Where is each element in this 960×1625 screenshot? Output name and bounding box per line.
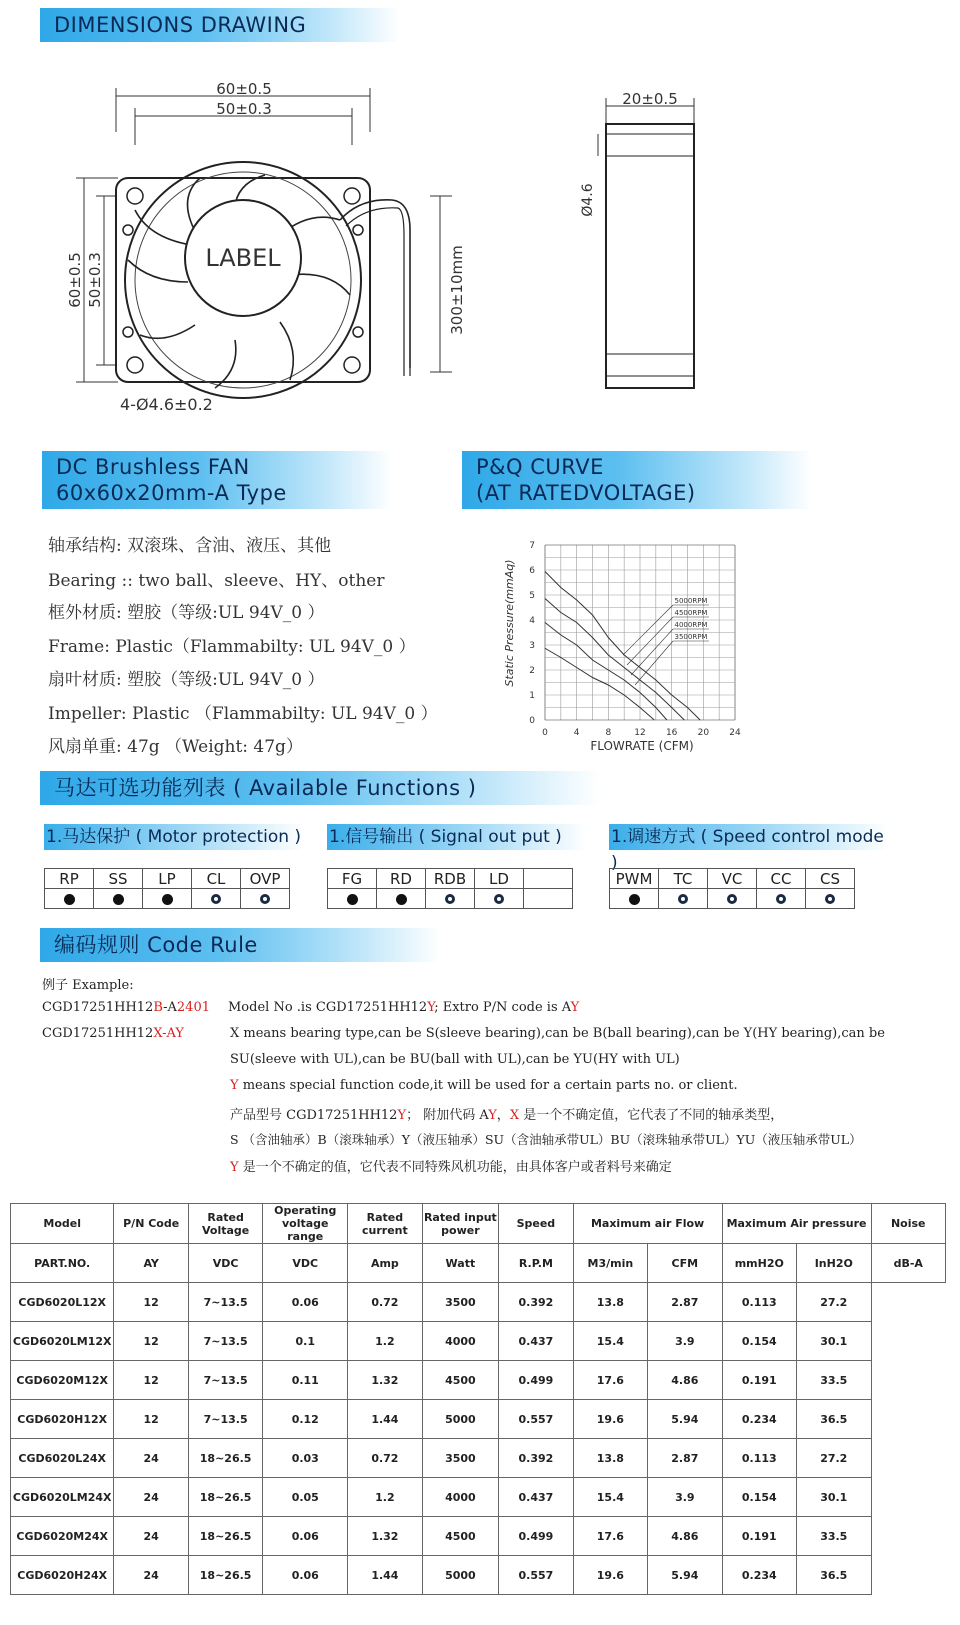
table-cell: 0.113 (722, 1283, 796, 1322)
filled-dot-icon (347, 894, 358, 905)
y-tick-label: 0 (529, 716, 535, 726)
table-cell: 4000 (422, 1322, 499, 1361)
th-rated-voltage: Rated Voltage (188, 1204, 262, 1244)
spec-line: 轴承结构: 双滚珠、含油、液压、其他 (48, 536, 332, 556)
part-number-cell: CGD6020LM12X (11, 1322, 114, 1361)
fan-side (606, 124, 694, 388)
fn-code: CS (806, 869, 855, 889)
dim-depth: 20±0.5 (622, 90, 678, 108)
table-cell: 33.5 (797, 1517, 871, 1556)
spec-line: Impeller: Plastic （Flammabilty: UL 94V_0 ） (48, 704, 438, 724)
ring-dot-icon (825, 894, 835, 904)
unit-cell: CFM (648, 1244, 722, 1283)
table-cell: 13.8 (573, 1439, 647, 1478)
fn-code: TC (659, 869, 708, 889)
y-tick-label: 2 (529, 666, 535, 676)
y-tick-label: 4 (529, 616, 535, 626)
spec-line: 框外材质: 塑胶（等级:UL 94V_0 ） (48, 603, 325, 623)
fn-code: OVP (241, 869, 290, 889)
series-label: 4500RPM (674, 609, 708, 617)
table-cell: 12 (114, 1322, 188, 1361)
y-tick-label: 5 (529, 591, 535, 601)
th-operating-range: Operating voltage range (263, 1204, 348, 1244)
ring-dot-icon (494, 894, 504, 904)
table-cell: 12 (114, 1400, 188, 1439)
table-cell: 24 (114, 1556, 188, 1595)
table-cell: 7~13.5 (188, 1400, 262, 1439)
code-rule-banner: 编码规则 Code Rule (40, 928, 440, 962)
th-noise: Noise (871, 1204, 946, 1244)
table-row (11, 1439, 946, 1478)
ring-dot-icon (678, 894, 688, 904)
table-cell: 0.06 (263, 1283, 348, 1322)
table-row (11, 1283, 946, 1322)
hub-label: LABEL (205, 244, 281, 272)
part-number-cell: CGD6020M12X (11, 1361, 114, 1400)
ring-dot-icon (260, 894, 270, 904)
fn-code: CL (192, 869, 241, 889)
fn-mark (659, 889, 708, 909)
table-cell: 19.6 (573, 1400, 647, 1439)
fn-table-motor (44, 868, 290, 909)
fn-mark (143, 889, 192, 909)
example-2-bearing: X (153, 1026, 163, 1041)
rule-line-6: S （含油轴承）B（滚珠轴承）Y（液压轴承）SU（含油轴承带UL）BU（滚珠轴承带UL）YU（液压轴承带UL） (230, 1132, 862, 1147)
fn-mark (610, 889, 659, 909)
table-cell: 0.437 (499, 1478, 573, 1517)
table-cell: 12 (114, 1361, 188, 1400)
rule-y: Y (488, 1108, 497, 1123)
table-cell: 30.1 (797, 1478, 871, 1517)
pq-line1: P&Q CURVE (476, 455, 604, 479)
rule-x: X (509, 1108, 520, 1123)
table-cell: 2.87 (648, 1283, 722, 1322)
table-cell: 0.1 (263, 1322, 348, 1361)
table-row (11, 1556, 946, 1595)
table-cell: 0.392 (499, 1439, 573, 1478)
table-cell: 0.72 (348, 1283, 422, 1322)
table-cell: 5.94 (648, 1556, 722, 1595)
th-speed: Speed (499, 1204, 573, 1244)
table-cell: 24 (114, 1478, 188, 1517)
table-cell: 0.557 (499, 1556, 573, 1595)
table-cell: 36.5 (797, 1556, 871, 1595)
table-cell: 36.5 (797, 1400, 871, 1439)
table-row (11, 1478, 946, 1517)
table-cell: 4000 (422, 1478, 499, 1517)
table-cell: 4.86 (648, 1517, 722, 1556)
table-cell: 0.437 (499, 1322, 573, 1361)
ring-dot-icon (211, 894, 221, 904)
table-cell: 0.72 (348, 1439, 422, 1478)
rule-text: ； 附加代码 A (406, 1108, 489, 1123)
table-cell: 3.9 (648, 1478, 722, 1517)
dim-width-inner: 50±0.3 (216, 100, 272, 118)
y-tick-label: 6 (529, 566, 535, 576)
example-2 (42, 1026, 184, 1041)
rule-text: 产品型号 CGD17251HH12 (230, 1108, 398, 1123)
table-cell: 0.03 (263, 1439, 348, 1478)
chart-xlabel: FLOWRATE (CFM) (590, 739, 694, 753)
rule-line-2: X means bearing type,can be S(sleeve bearing),can be B(ball bearing),can be Y(HY bearing),can be (230, 1026, 885, 1041)
example-1-suffix: 2401 (176, 1000, 210, 1015)
dim-height-inner: 50±0.3 (86, 252, 104, 308)
table-row (11, 1400, 946, 1439)
table-cell: 3.9 (648, 1322, 722, 1361)
filled-dot-icon (629, 894, 640, 905)
unit-cell: mmH2O (722, 1244, 796, 1283)
fn-mark (45, 889, 94, 909)
example-1 (42, 1000, 210, 1015)
table-cell: 7~13.5 (188, 1283, 262, 1322)
series-line (545, 648, 654, 720)
example-label: 例子 Example: (42, 978, 134, 993)
x-tick-label: 4 (573, 728, 580, 738)
part-number-cell: CGD6020H24X (11, 1556, 114, 1595)
table-cell: 15.4 (573, 1478, 647, 1517)
table-cell: 5.94 (648, 1400, 722, 1439)
rule-line-5 (230, 1104, 783, 1123)
rule-text: means special function code,it will be used for a certain parts no. or client. (238, 1078, 738, 1093)
dimensions-banner: DIMENSIONS DRAWING (40, 8, 400, 42)
table-cell: 5000 (422, 1556, 499, 1595)
fn-code: FG (328, 869, 377, 889)
table-cell: 18~26.5 (188, 1439, 262, 1478)
rule-y: Y (230, 1078, 239, 1093)
ring-dot-icon (776, 894, 786, 904)
dim-height-outer: 60±0.5 (66, 252, 84, 308)
rule-line-1 (228, 1000, 579, 1015)
fn-group-title: 1.马达保护 ( Motor protection ) (44, 824, 304, 850)
table-cell: 17.6 (573, 1361, 647, 1400)
part-number-cell: CGD6020L12X (11, 1283, 114, 1322)
table-cell: 0.06 (263, 1517, 348, 1556)
series-leader-line (631, 629, 673, 675)
fn-mark (94, 889, 143, 909)
table-cell: 0.234 (722, 1400, 796, 1439)
fn-mark (241, 889, 290, 909)
fn-mark (708, 889, 757, 909)
fn-mark (192, 889, 241, 909)
series-line (545, 623, 667, 721)
table-cell: 0.154 (722, 1478, 796, 1517)
table-cell: 18~26.5 (188, 1556, 262, 1595)
fn-code (524, 869, 573, 889)
part-number-cell: CGD6020LM24X (11, 1478, 114, 1517)
pq-line2: (AT RATEDVOLTAGE) (476, 481, 696, 505)
rule-y: Y (570, 1000, 580, 1015)
unit-cell: dB-A (871, 1244, 946, 1283)
spec-line: Bearing :: two ball、sleeve、HY、other (48, 571, 385, 591)
unit-cell: Amp (348, 1244, 422, 1283)
fn-code: LD (475, 869, 524, 889)
functions-banner: 马达可选功能列表 ( Available Functions ) (40, 771, 600, 805)
table-cell: 4500 (422, 1361, 499, 1400)
y-tick-label: 3 (529, 641, 535, 651)
table-cell: 2.87 (648, 1439, 722, 1478)
rule-line-3: SU(sleeve with UL),can be BU(ball with UL),can be YU(HY with UL) (230, 1052, 680, 1067)
table-cell: 0.154 (722, 1322, 796, 1361)
fn-code: CC (757, 869, 806, 889)
table-cell: 1.44 (348, 1400, 422, 1439)
unit-cell: Watt (422, 1244, 499, 1283)
table-cell: 0.392 (499, 1283, 573, 1322)
fan-type-banner (42, 451, 392, 509)
unit-cell: VDC (188, 1244, 262, 1283)
example-1-sep: -A (163, 1000, 177, 1015)
table-cell: 33.5 (797, 1361, 871, 1400)
ring-dot-icon (727, 894, 737, 904)
rule-text: Model No .is CGD17251HH12 (228, 1000, 428, 1015)
series-line (545, 572, 700, 721)
fn-mark (524, 889, 573, 909)
table-cell: 12 (114, 1283, 188, 1322)
th-part-no: PART.NO. (11, 1244, 114, 1283)
table-cell: 0.191 (722, 1517, 796, 1556)
spec-table (10, 1203, 946, 1595)
table-cell: 1.2 (348, 1322, 422, 1361)
series-label: 3500RPM (674, 633, 708, 641)
table-cell: 30.1 (797, 1322, 871, 1361)
table-cell: 24 (114, 1517, 188, 1556)
table-cell: 0.11 (263, 1361, 348, 1400)
table-cell: 1.32 (348, 1361, 422, 1400)
example-1-base: CGD17251HH12 (42, 1000, 154, 1015)
rule-line-7 (230, 1156, 672, 1175)
dim-width-outer: 60±0.5 (216, 80, 272, 98)
table-cell: 7~13.5 (188, 1322, 262, 1361)
table-cell: 0.113 (722, 1439, 796, 1478)
spec-line: Frame: Plastic（Flammabilty: UL 94V_0 ） (48, 637, 416, 657)
x-tick-label: 24 (729, 728, 741, 738)
dimensions-drawing (0, 50, 960, 450)
unit-cell: M3/min (573, 1244, 647, 1283)
chart-ylabel: Static Pressure(mmAq) (503, 559, 516, 687)
table-cell: 1.32 (348, 1517, 422, 1556)
series-label: 4000RPM (674, 621, 708, 629)
fan-type-line1: DC Brushless FAN (56, 455, 250, 479)
table-cell: 15.4 (573, 1322, 647, 1361)
dim-holes: 4-Ø4.6±0.2 (120, 395, 213, 414)
y-tick-label: 1 (529, 691, 535, 701)
pq-chart (505, 535, 780, 785)
chart-series (545, 572, 709, 721)
fn-code: LP (143, 869, 192, 889)
fan-drawing-svg (0, 50, 960, 450)
x-tick-label: 16 (665, 728, 678, 738)
table-cell: 5000 (422, 1400, 499, 1439)
table-cell: 4500 (422, 1517, 499, 1556)
table-cell: 0.499 (499, 1361, 573, 1400)
x-tick-label: 12 (634, 728, 646, 738)
th-rated-current: Rated current (348, 1204, 422, 1244)
table-cell: 1.2 (348, 1478, 422, 1517)
fan-type-line2: 60x60x20mm-A Type (56, 481, 287, 505)
example-2-base: CGD17251HH12 (42, 1026, 154, 1041)
fn-code: RD (377, 869, 426, 889)
part-number-cell: CGD6020M24X (11, 1517, 114, 1556)
ring-dot-icon (445, 894, 455, 904)
table-cell: 19.6 (573, 1556, 647, 1595)
table-cell: 17.6 (573, 1517, 647, 1556)
table-cell: 7~13.5 (188, 1361, 262, 1400)
table-cell: 0.05 (263, 1478, 348, 1517)
fn-mark (806, 889, 855, 909)
th-max-air-flow: Maximum air Flow (573, 1204, 722, 1244)
table-cell: 0.191 (722, 1361, 796, 1400)
table-cell: 13.8 (573, 1283, 647, 1322)
filled-dot-icon (64, 894, 75, 905)
fn-mark (377, 889, 426, 909)
table-cell: 0.234 (722, 1556, 796, 1595)
dim-cable: 300±10mm (448, 245, 466, 335)
series-leader-line (623, 605, 673, 655)
th-model: Model (11, 1204, 114, 1244)
table-cell: 3500 (422, 1439, 499, 1478)
pn-code-cell: AY (114, 1244, 188, 1283)
th-pn-code: P/N Code (114, 1204, 188, 1244)
table-cell: 0.06 (263, 1556, 348, 1595)
table-cell: 0.499 (499, 1517, 573, 1556)
table-cell: 0.12 (263, 1400, 348, 1439)
fn-code: RDB (426, 869, 475, 889)
table-cell: 0.557 (499, 1400, 573, 1439)
rule-text: ; Extro P/N code is A (434, 1000, 571, 1015)
table-cell: 24 (114, 1439, 188, 1478)
fn-mark (426, 889, 475, 909)
spec-line: 风扇单重: 47g （Weight: 47g） (48, 737, 303, 757)
rule-text: 是一个不确定的值，它代表不同特殊风机功能，由具体客户或者料号来确定 (238, 1160, 672, 1175)
series-label: 5000RPM (674, 597, 708, 605)
filled-dot-icon (396, 894, 407, 905)
example-2-suffix: -AY (162, 1026, 184, 1041)
table-cell: 27.2 (797, 1283, 871, 1322)
pq-banner (462, 451, 812, 509)
fn-mark (757, 889, 806, 909)
unit-cell: InH2O (797, 1244, 871, 1283)
th-max-air-pressure: Maximum Air pressure (722, 1204, 871, 1244)
table-cell: 18~26.5 (188, 1517, 262, 1556)
filled-dot-icon (113, 894, 124, 905)
unit-cell: R.P.M (499, 1244, 573, 1283)
dim-side-dia: Ø4.6 (580, 183, 596, 217)
fn-group-title: 1.信号输出 ( Signal out put ) (327, 824, 587, 850)
filled-dot-icon (162, 894, 173, 905)
example-1-bearing: B (153, 1000, 164, 1015)
rule-y: Y (397, 1108, 407, 1123)
table-row (11, 1517, 946, 1556)
series-line (545, 599, 684, 721)
fn-mark (475, 889, 524, 909)
table-cell: 1.44 (348, 1556, 422, 1595)
fn-group-title: 1.调速方式 ( Speed control mode ) (609, 824, 889, 850)
fn-code: PWM (610, 869, 659, 889)
table-row (11, 1361, 946, 1400)
x-tick-label: 0 (542, 728, 548, 738)
part-number-cell: CGD6020L24X (11, 1439, 114, 1478)
table-cell: 4.86 (648, 1361, 722, 1400)
fn-mark (328, 889, 377, 909)
unit-cell: VDC (263, 1244, 348, 1283)
x-tick-label: 20 (697, 728, 710, 738)
fn-table-speed (609, 868, 855, 909)
rule-y: Y (230, 1160, 239, 1175)
rule-text: ， (496, 1108, 510, 1123)
table-cell: 18~26.5 (188, 1478, 262, 1517)
rule-line-4 (230, 1078, 738, 1093)
rule-y: Y (427, 1000, 435, 1015)
fn-code: VC (708, 869, 757, 889)
table-cell: 27.2 (797, 1439, 871, 1478)
th-rated-power: Rated input power (422, 1204, 499, 1244)
fn-table-signal (327, 868, 573, 909)
x-tick-label: 8 (605, 728, 612, 738)
spec-line: 扇叶材质: 塑胶（等级:UL 94V_0 ） (48, 670, 325, 690)
rule-text: 是一个不确定值，它代表了不同的轴承类型， (519, 1108, 784, 1123)
fn-code: RP (45, 869, 94, 889)
table-row (11, 1322, 946, 1361)
part-number-cell: CGD6020H12X (11, 1400, 114, 1439)
fn-code: SS (94, 869, 143, 889)
y-tick-label: 7 (529, 541, 535, 551)
table-cell: 3500 (422, 1283, 499, 1322)
